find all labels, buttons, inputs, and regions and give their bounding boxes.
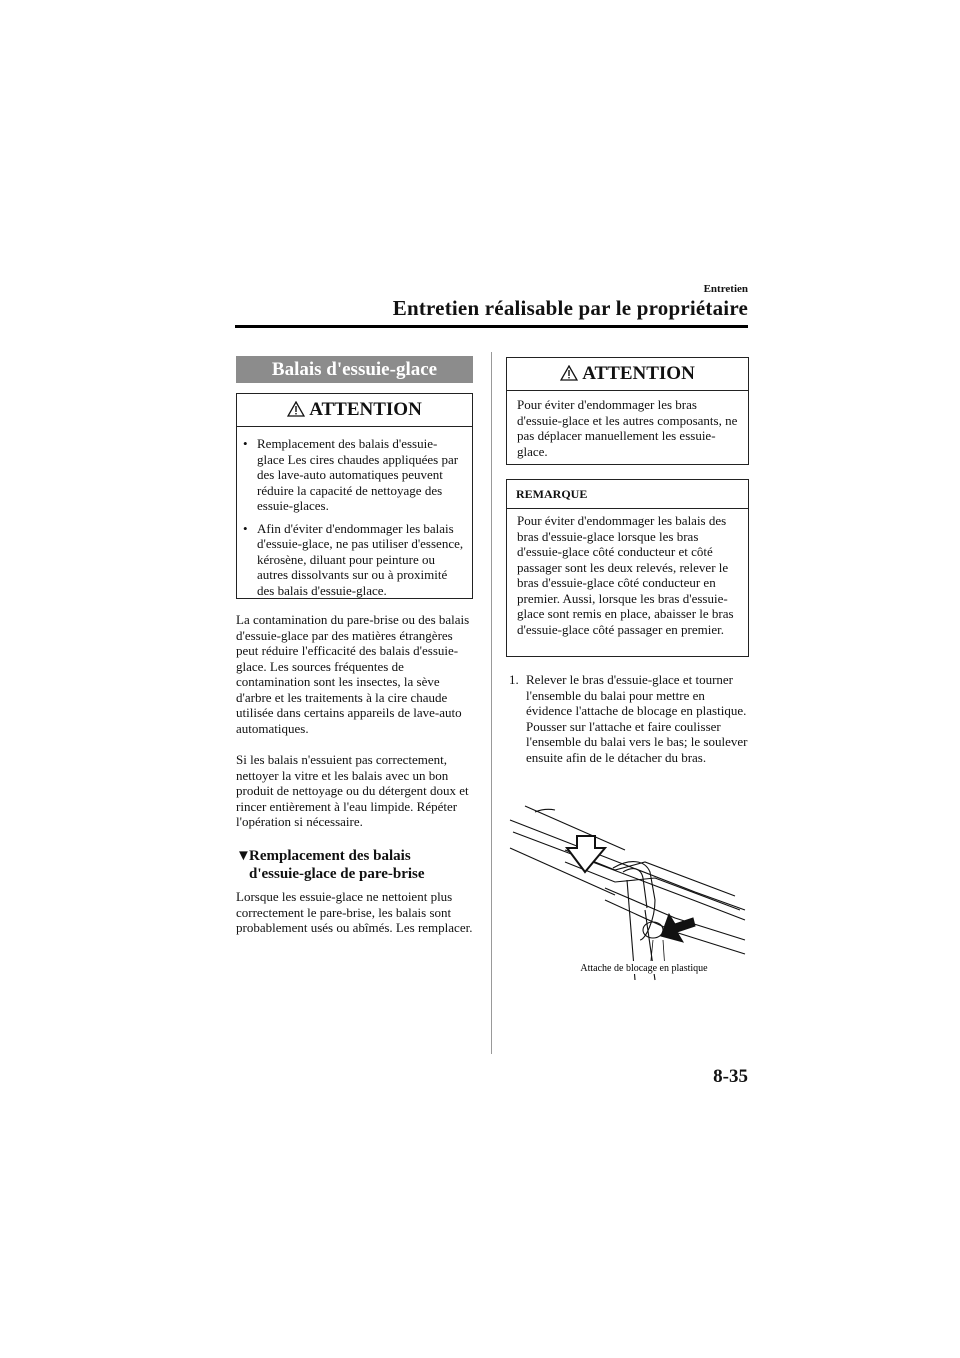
attention-header <box>507 358 748 391</box>
header-rule <box>235 325 748 328</box>
paragraph-cleaning: Si les balais n'essuient pas correctement, nettoyer la vitre et les balais avec un bon produit de nettoyage ou du détergent doux et rincer entièrement à l'eau limpide. Répéter l'opération si nécessaire. <box>236 752 469 829</box>
attention-title: ATTENTION <box>582 363 695 384</box>
page-title: Entretien réalisable par le propriétaire <box>392 296 748 320</box>
warning-triangle-icon <box>560 365 578 381</box>
paragraph-contamination: La contamination du pare-brise ou des balais d'essuie-glace par des matières étrangères peut réduire l'efficacité des balais d'essuie-glace. Les sources fréquentes de contamination sont les insectes, la sève d'arbre et les traitements à la cire chaude utilisée dans certains appareils de lave-auto automatiques. <box>236 612 470 736</box>
column-divider <box>491 352 492 1054</box>
warning-triangle-icon <box>287 401 305 417</box>
figure-caption: Attache de blocage en plastique <box>580 963 708 974</box>
attention-title: ATTENTION <box>309 399 422 420</box>
subheading-line1: Remplacement des balais <box>249 848 411 864</box>
step-text-1: Relever le bras d'essuie-glace et tourner l'ensemble du balai pour mettre en évidence l'attache de blocage en plastique. <box>526 672 747 718</box>
wiper-illustration <box>505 800 749 986</box>
attention-box-right <box>506 357 749 465</box>
step-text-2: Pousser sur l'attache et faire coulisser l'ensemble du balai vers le bas; le soulever ensuite afin de le détacher du bras. <box>526 718 748 765</box>
attention-bullet: • Afin d'éviter d'endommager les balais d'essuie-glace, ne pas utiliser d'essence, kérosène, diluant pour peinture ou autres dissolvants sur ou à proximité des balais d'essuie-glace. <box>237 521 464 599</box>
subheading-replacement <box>236 847 425 883</box>
attention-body <box>237 426 472 598</box>
page-number: 8-35 <box>713 1066 748 1087</box>
note-box <box>506 479 749 657</box>
attention-bullet: • Remplacement des balais d'essuie-glace Les cires chaudes appliquées par des lave-auto automatiques peuvent réduire la capacité de nettoyage des essuie-glaces. <box>237 436 464 514</box>
subheading-line2: d'essuie-glace de pare-brise <box>249 866 425 882</box>
push-arrow-icon <box>567 836 605 872</box>
section-banner: Balais d'essuie-glace <box>236 356 473 383</box>
paragraph-replace: Lorsque les essuie-glace ne nettoient plus correctement le pare-brise, les balais sont probablement usés ou abîmés. Les remplacer. <box>236 889 473 935</box>
attention-header <box>237 394 472 426</box>
note-title: REMARQUE <box>507 480 748 509</box>
step-number: 1. <box>509 672 519 687</box>
attention-text: Pour éviter d'endommager les bras d'essuie-glace et les autres composants, ne pas déplacer manuellement les essuie-glace. <box>517 397 738 459</box>
slide-arrow-icon <box>661 914 695 942</box>
step-1 <box>509 672 749 765</box>
chapter-label: Entretien <box>703 283 748 295</box>
triangle-marker-icon: ▼ <box>236 848 251 864</box>
attention-box-left <box>236 393 473 599</box>
note-text: Pour éviter d'endommager les balais des bras d'essuie-glace lorsque les bras d'essuie-glace côté conducteur et côté passager sont les deux relevés, relever le bras d'essuie-glace côté conducteur en premier. Aussi, lorsque les bras d'essuie-glace sont remis en place, abaisser le bras d'essuie-glace côté passager en premier. <box>517 513 734 637</box>
wiper-blade-drawing <box>505 800 749 986</box>
